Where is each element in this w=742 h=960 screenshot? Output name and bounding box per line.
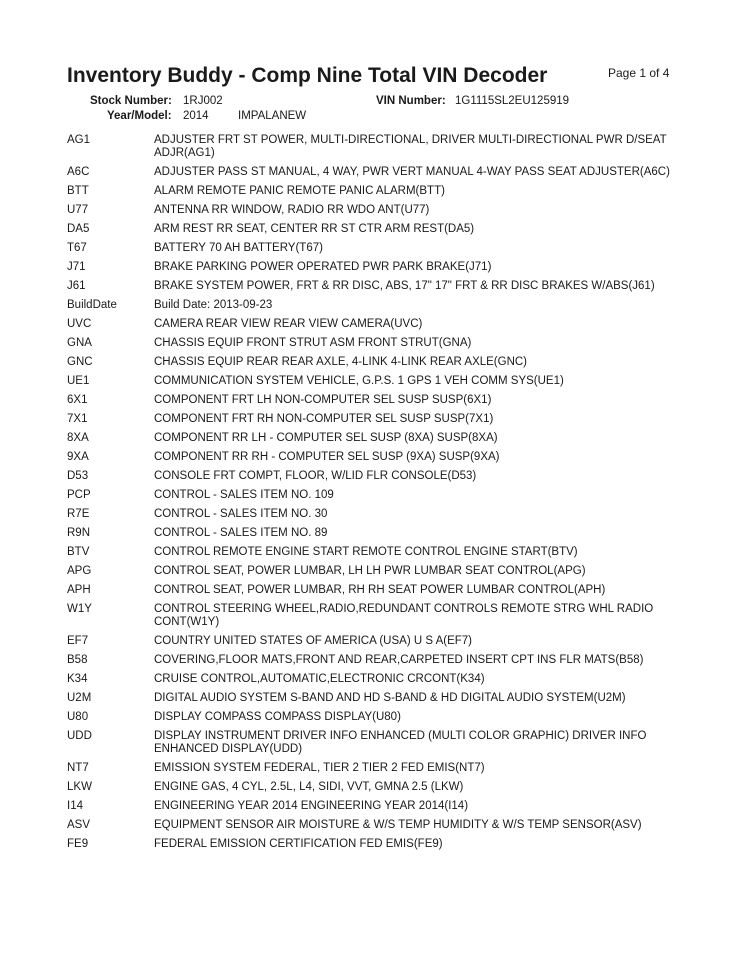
option-code: BTT xyxy=(67,185,89,197)
option-row xyxy=(67,299,687,312)
option-code: R9N xyxy=(67,527,91,539)
option-code: D53 xyxy=(67,470,89,482)
option-row xyxy=(67,394,687,407)
option-code: APG xyxy=(67,565,92,577)
option-row xyxy=(67,546,687,559)
option-code: GNC xyxy=(67,356,93,368)
option-description: COMPONENT RR RH - COMPUTER SEL SUSP (9XA) SUSP(9XA) xyxy=(154,451,500,463)
option-code: BTV xyxy=(67,546,90,558)
model-value: IMPALANEW xyxy=(238,110,307,122)
option-description: BRAKE PARKING POWER OPERATED PWR PARK BRAKE(J71) xyxy=(154,261,492,273)
option-code: NT7 xyxy=(67,762,89,774)
option-description: ENGINE GAS, 4 CYL, 2.5L, L4, SIDI, VVT, GMNA 2.5 (LKW) xyxy=(154,781,464,793)
vin-number-value: 1G1115SL2EU125919 xyxy=(455,95,570,107)
option-description: CRUISE CONTROL,AUTOMATIC,ELECTRONIC CRCONT(K34) xyxy=(154,673,485,685)
option-row xyxy=(67,711,687,724)
option-code: BuildDate xyxy=(67,299,117,311)
option-row xyxy=(67,673,687,686)
option-description: EMISSION SYSTEM FEDERAL, TIER 2 TIER 2 FED EMIS(NT7) xyxy=(154,762,485,774)
option-description: ARM REST RR SEAT, CENTER RR ST CTR ARM REST(DA5) xyxy=(154,223,475,235)
option-description: CONTROL STEERING WHEEL,RADIO,REDUNDANT CONTROLS REMOTE STRG WHL RADIO CONT(W1Y) xyxy=(154,603,654,628)
option-code: U80 xyxy=(67,711,89,723)
option-row xyxy=(67,654,687,667)
option-row xyxy=(67,185,687,198)
option-description: DISPLAY COMPASS COMPASS DISPLAY(U80) xyxy=(154,711,401,723)
option-row xyxy=(67,730,687,756)
stock-number-value: 1RJ002 xyxy=(183,95,223,107)
option-code: U77 xyxy=(67,204,89,216)
option-row xyxy=(67,692,687,705)
page-title: Inventory Buddy - Comp Nine Total VIN Decoder xyxy=(67,64,548,87)
option-description: CONTROL - SALES ITEM NO. 30 xyxy=(154,508,328,520)
page-number: Page 1 of 4 xyxy=(608,66,670,80)
option-description: ADJUSTER FRT ST POWER, MULTI-DIRECTIONAL, DRIVER MULTI-DIRECTIONAL PWR D/SEAT ADJR(AG1) xyxy=(154,134,667,159)
option-code: FE9 xyxy=(67,838,89,850)
option-code: J71 xyxy=(67,261,86,273)
option-row xyxy=(67,603,687,629)
option-code: EF7 xyxy=(67,635,89,647)
option-description: CONTROL SEAT, POWER LUMBAR, RH RH SEAT POWER LUMBAR CONTROL(APH) xyxy=(154,584,606,596)
option-row xyxy=(67,584,687,597)
option-row xyxy=(67,838,687,851)
option-row xyxy=(67,635,687,648)
option-row xyxy=(67,413,687,426)
option-code: 7X1 xyxy=(67,413,88,425)
option-description: DIGITAL AUDIO SYSTEM S-BAND AND HD S-BAND & HD DIGITAL AUDIO SYSTEM(U2M) xyxy=(154,692,626,704)
option-row xyxy=(67,781,687,794)
option-code: B58 xyxy=(67,654,88,666)
option-code: UE1 xyxy=(67,375,90,387)
option-code: A6C xyxy=(67,166,90,178)
option-description: ANTENNA RR WINDOW, RADIO RR WDO ANT(U77) xyxy=(154,204,430,216)
option-row xyxy=(67,204,687,217)
option-code: 6X1 xyxy=(67,394,88,406)
option-description: CONTROL - SALES ITEM NO. 89 xyxy=(154,527,328,539)
option-row xyxy=(67,819,687,832)
option-row xyxy=(67,166,687,179)
option-code: LKW xyxy=(67,781,92,793)
option-description: CONTROL REMOTE ENGINE START REMOTE CONTROL ENGINE START(BTV) xyxy=(154,546,578,558)
year-model-label: Year/Model: xyxy=(107,110,172,122)
option-description: COMPONENT FRT LH NON-COMPUTER SEL SUSP SUSP(6X1) xyxy=(154,394,492,406)
option-row xyxy=(67,375,687,388)
stock-number-label: Stock Number: xyxy=(90,95,172,107)
option-description: COUNTRY UNITED STATES OF AMERICA (USA) U S A(EF7) xyxy=(154,635,472,647)
option-description: CHASSIS EQUIP REAR REAR AXLE, 4-LINK 4-LINK REAR AXLE(GNC) xyxy=(154,356,528,368)
option-row xyxy=(67,432,687,445)
option-description: CONTROL - SALES ITEM NO. 109 xyxy=(154,489,334,501)
option-code: UVC xyxy=(67,318,92,330)
year-value: 2014 xyxy=(183,110,209,122)
option-code: AG1 xyxy=(67,134,91,146)
option-row xyxy=(67,242,687,255)
option-row xyxy=(67,261,687,274)
option-code: GNA xyxy=(67,337,92,349)
option-code: DA5 xyxy=(67,223,90,235)
option-code: U2M xyxy=(67,692,92,704)
option-description: COMPONENT FRT RH NON-COMPUTER SEL SUSP SUSP(7X1) xyxy=(154,413,494,425)
option-description: ALARM REMOTE PANIC REMOTE PANIC ALARM(BTT) xyxy=(154,185,445,197)
option-description: BRAKE SYSTEM POWER, FRT & RR DISC, ABS, 17" 17" FRT & RR DISC BRAKES W/ABS(J61) xyxy=(154,280,655,292)
option-row xyxy=(67,470,687,483)
option-description: BATTERY 70 AH BATTERY(T67) xyxy=(154,242,323,254)
vin-number-label: VIN Number: xyxy=(376,95,446,107)
option-row xyxy=(67,337,687,350)
option-code: J61 xyxy=(67,280,86,292)
option-code: 9XA xyxy=(67,451,89,463)
option-description: COMMUNICATION SYSTEM VEHICLE, G.P.S. 1 GPS 1 VEH COMM SYS(UE1) xyxy=(154,375,564,387)
option-code: ASV xyxy=(67,819,91,831)
option-description: ENGINEERING YEAR 2014 ENGINEERING YEAR 2014(I14) xyxy=(154,800,469,812)
option-code: UDD xyxy=(67,730,92,742)
option-description: CHASSIS EQUIP FRONT STRUT ASM FRONT STRUT(GNA) xyxy=(154,337,472,349)
option-row xyxy=(67,489,687,502)
option-description: FEDERAL EMISSION CERTIFICATION FED EMIS(FE9) xyxy=(154,838,443,850)
option-row xyxy=(67,508,687,521)
option-description: COMPONENT RR LH - COMPUTER SEL SUSP (8XA) SUSP(8XA) xyxy=(154,432,498,444)
option-code: I14 xyxy=(67,800,83,812)
option-code: K34 xyxy=(67,673,88,685)
option-description: Build Date: 2013-09-23 xyxy=(154,299,273,311)
option-code: W1Y xyxy=(67,603,92,615)
option-row xyxy=(67,527,687,540)
option-description: CONTROL SEAT, POWER LUMBAR, LH LH PWR LUMBAR SEAT CONTROL(APG) xyxy=(154,565,586,577)
option-row xyxy=(67,318,687,331)
option-row xyxy=(67,280,687,293)
option-row xyxy=(67,356,687,369)
option-row xyxy=(67,565,687,578)
option-code: T67 xyxy=(67,242,87,254)
option-code: APH xyxy=(67,584,91,596)
option-code: R7E xyxy=(67,508,90,520)
option-description: COVERING,FLOOR MATS,FRONT AND REAR,CARPETED INSERT CPT INS FLR MATS(B58) xyxy=(154,654,644,666)
option-code: PCP xyxy=(67,489,91,501)
option-row xyxy=(67,451,687,464)
option-row xyxy=(67,134,687,160)
option-row xyxy=(67,800,687,813)
option-description: CAMERA REAR VIEW REAR VIEW CAMERA(UVC) xyxy=(154,318,423,330)
option-description: EQUIPMENT SENSOR AIR MOISTURE & W/S TEMP HUMIDITY & W/S TEMP SENSOR(ASV) xyxy=(154,819,642,831)
option-description: DISPLAY INSTRUMENT DRIVER INFO ENHANCED (MULTI COLOR GRAPHIC) DRIVER INFO ENHANCED DISPLAY(UDD) xyxy=(154,730,647,755)
option-code: 8XA xyxy=(67,432,89,444)
option-description: ADJUSTER PASS ST MANUAL, 4 WAY, PWR VERT MANUAL 4-WAY PASS SEAT ADJUSTER(A6C) xyxy=(154,166,670,178)
option-row xyxy=(67,223,687,236)
option-description: CONSOLE FRT COMPT, FLOOR, W/LID FLR CONSOLE(D53) xyxy=(154,470,477,482)
option-row xyxy=(67,762,687,775)
option-code-list xyxy=(67,134,687,857)
